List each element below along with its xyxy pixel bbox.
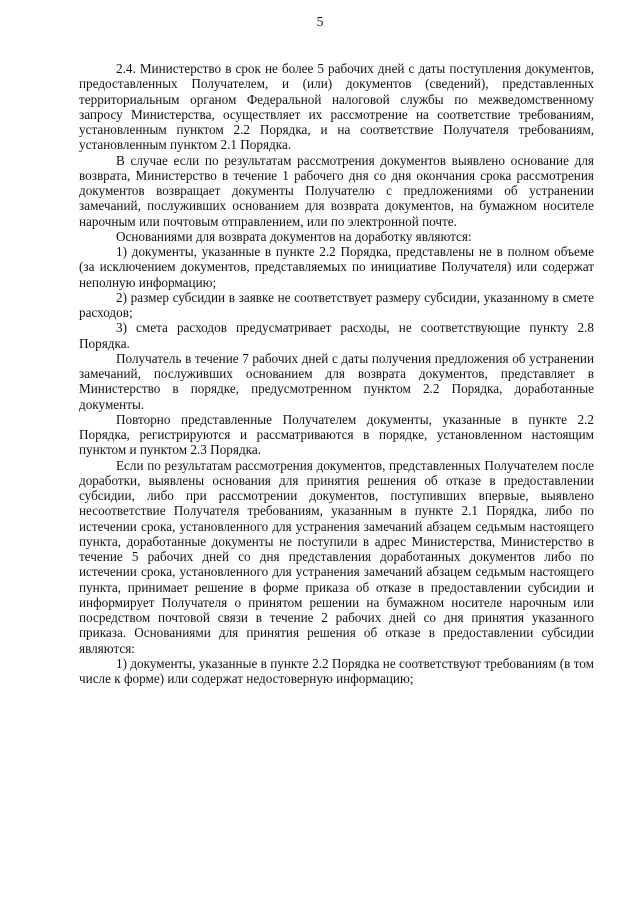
paragraph-return-grounds: В случае если по результатам рассмотрения документов выявлено основание для возврата, Министерство в течение 1 рабочего дня со дня окончания срока рассмотрения документов возвращает документы Получателю с предложениями об устранении замечаний, послуживших основанием для возврата документов, на бумажном носителе нарочным или почтовым отправлением, или по электронной почте.	[79, 152, 594, 229]
list-item-return-2: 2) размер субсидии в заявке не соответствует размеру субсидии, указанному в смете расходов;	[79, 289, 594, 320]
page-number: 5	[316, 14, 324, 29]
paragraph-2-4: 2.4. Министерство в срок не более 5 рабочих дней с даты поступления документов, предоставленных Получателем, и (или) документов (сведений), представленных территориальным органом Федеральной налоговой службы по межведомственному запросу Министерства, осуществляет их рассмотрение на соответствие требованиям, установленным пунктом 2.2 Порядка, и на соответствие Получателя требованиям, установленным пунктом 2.1 Порядка.	[79, 61, 594, 153]
paragraph-resubmission: Получатель в течение 7 рабочих дней с даты получения предложения об устранении замечаний, послуживших основанием для возврата документов, представляет в Министерство в порядке, предусмотренном пунктом 2.2 Порядка, доработанные документы.	[79, 350, 594, 412]
list-item-return-3: 3) смета расходов предусматривает расходы, не соответствующие пункту 2.8 Порядка.	[79, 320, 594, 351]
paragraph-repeat-review: Повторно представленные Получателем документы, указанные в пункте 2.2 Порядка, регистрируются и рассматриваются в порядке, установленном настоящим пунктом и пунктом 2.3 Порядка.	[79, 411, 594, 458]
document-body	[79, 61, 594, 686]
list-item-return-1: 1) документы, указанные в пункте 2.2 Порядка, представлены не в полном объеме (за исключением документов, представляемых по инициативе Получателя) или содержат неполную информацию;	[79, 244, 594, 290]
list-item-refusal-1: 1) документы, указанные в пункте 2.2 Порядка не соответствуют требованиям (в том числе к форме) или содержат недостоверную информацию;	[79, 655, 594, 686]
paragraph-refusal: Если по результатам рассмотрения документов, представленных Получателем после доработки, выявлены основания для принятия решения об отказе в предоставлении субсидии, либо при рассмотрении документов, поступивших впервые, выявлено несоответствие Получателя требованиям, указанным в пункте 2.1 Порядка, либо по истечении срока, установленного для устранения замечаний абзацем седьмым настоящего пункта, доработанные документы не поступили в адрес Министерства, Министерство в течение 5 рабочих дней со дня представления доработанных документов либо по истечении срока, установленного для устранения замечаний абзацем седьмым настоящего пункта, принимает решение в форме приказа об отказе в предоставлении субсидии и информирует Получателя о принятом решении на бумажном носителе нарочным или посредством почтовой связи в течение 2 рабочих дней со дня принятия указанного приказа. Основаниями для принятия решения об отказе в предоставлении субсидии являются:	[79, 457, 594, 656]
paragraph-return-intro: Основаниями для возврата документов на доработку являются:	[116, 228, 472, 244]
